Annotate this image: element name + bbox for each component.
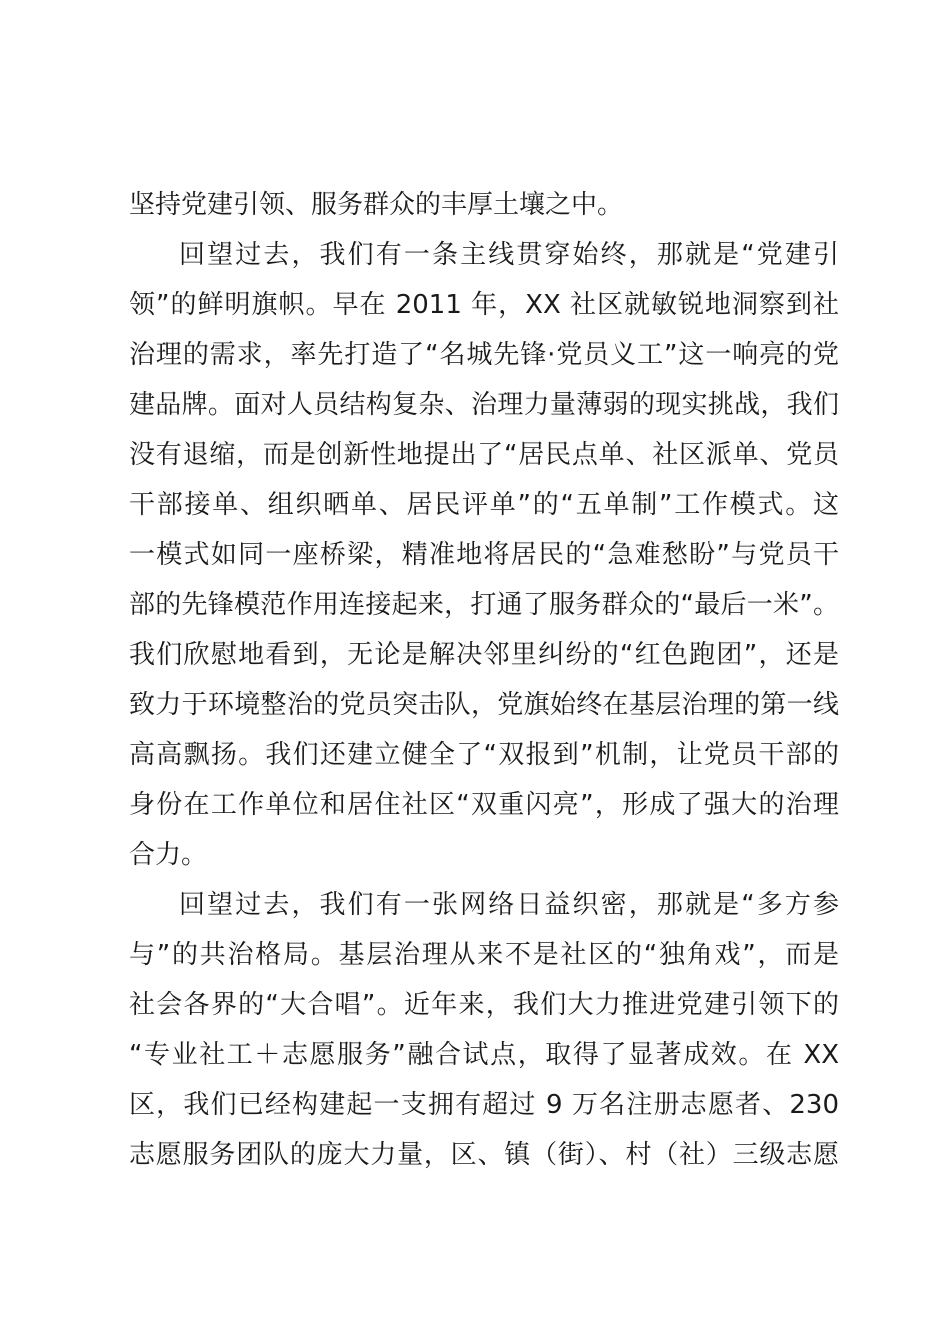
text-line: 致力于环境整治的党员突击队，党旗始终在基层治理的第一线: [129, 690, 839, 720]
text-line: 与”的共治格局。基层治理从来不是社区的“独角戏”，而是: [129, 940, 839, 970]
text-line: 高高飘扬。我们还建立健全了“双报到”机制，让党员干部的: [129, 740, 839, 770]
text-line: 领”的鲜明旗帜。早在 2011 年，XX 社区就敏锐地洞察到社: [129, 290, 839, 320]
body-text: [129, 180, 839, 1180]
text-line: 志愿服务团队的庞大力量，区、镇（街）、村（社）三级志愿: [129, 1140, 839, 1170]
text-line: 区，我们已经构建起一支拥有超过 9 万名注册志愿者、230: [129, 1090, 839, 1120]
text-line: 没有退缩，而是创新性地提出了“居民点单、社区派单、党员: [129, 440, 839, 470]
text-line: 社会各界的“大合唱”。近年来，我们大力推进党建引领下的: [129, 990, 839, 1020]
text-line: 建品牌。面对人员结构复杂、治理力量薄弱的现实挑战，我们: [129, 390, 839, 420]
text-line: 干部接单、组织晒单、居民评单”的“五单制”工作模式。这: [129, 490, 839, 520]
text-line: 一模式如同一座桥梁，精准地将居民的“急难愁盼”与党员干: [129, 540, 839, 570]
text-line: 回望过去，我们有一条主线贯穿始终，那就是“党建引: [179, 240, 839, 270]
text-line: 合力。: [129, 840, 208, 870]
text-line: 治理的需求，率先打造了“名城先锋·党员义工”这一响亮的党: [129, 340, 839, 370]
text-line: 坚持党建引领、服务群众的丰厚土壤之中。: [129, 190, 624, 220]
text-line: 我们欣慰地看到，无论是解决邻里纠纷的“红色跑团”，还是: [129, 640, 839, 670]
text-line: 身份在工作单位和居住社区“双重闪亮”，形成了强大的治理: [129, 790, 839, 820]
text-line: 部的先锋模范作用连接起来，打通了服务群众的“最后一米”。: [129, 590, 839, 620]
text-line: “专业社工＋志愿服务”融合试点，取得了显著成效。在 XX: [129, 1040, 839, 1070]
text-line: 回望过去，我们有一张网络日益织密，那就是“多方参: [179, 890, 839, 920]
